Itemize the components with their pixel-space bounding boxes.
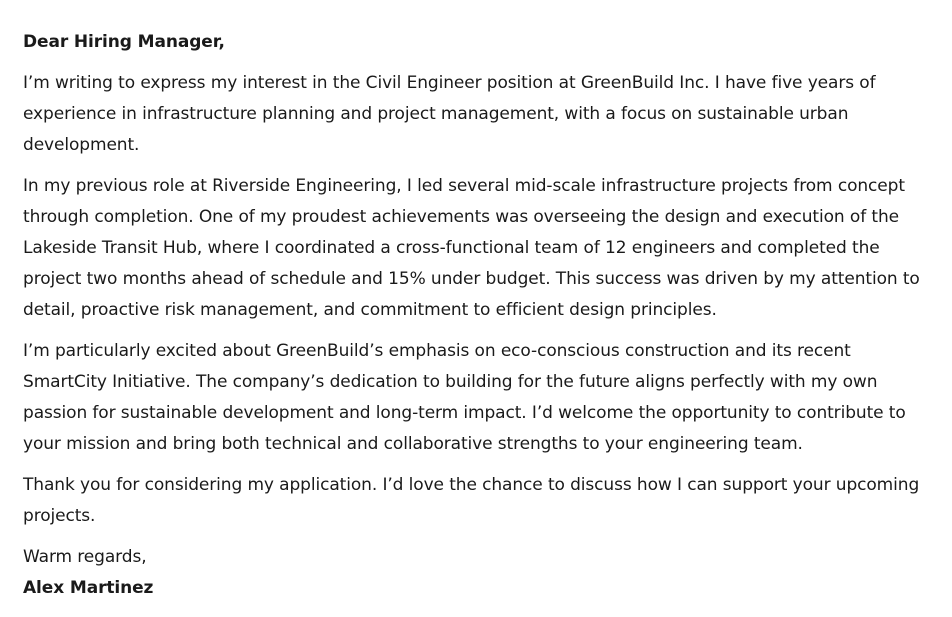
cover-letter <box>23 27 923 604</box>
letter-paragraph-thanks: Thank you for considering my application. I’d love the chance to discuss how I can support your upcoming projects. <box>23 475 920 526</box>
letter-greeting: Dear Hiring Manager, <box>23 32 225 52</box>
letter-signature: Alex Martinez <box>23 578 154 598</box>
letter-paragraph-motivation: I’m particularly excited about GreenBuild’s emphasis on eco-conscious construction and its recent SmartCity Initiative. The company’s dedication to building for the future aligns perfectly with my own passion for sustainable development and long-term impact. I’d welcome the opportunity to contribute to your mission and bring both technical and collaborative strengths to your engineering team. <box>23 341 906 454</box>
letter-closing: Warm regards, <box>23 547 147 567</box>
letter-paragraph-intro: I’m writing to express my interest in the Civil Engineer position at GreenBuild Inc. I have five years of experience in infrastructure planning and project management, with a focus on sustainable urban development. <box>23 73 876 155</box>
letter-paragraph-experience: In my previous role at Riverside Engineering, I led several mid-scale infrastructure projects from concept through completion. One of my proudest achievements was overseeing the design and execution of the Lakeside Transit Hub, where I coordinated a cross-functional team of 12 engineers and completed the project two months ahead of schedule and 15% under budget. This success was driven by my attention to detail, proactive risk management, and commitment to efficient design principles. <box>23 176 920 320</box>
